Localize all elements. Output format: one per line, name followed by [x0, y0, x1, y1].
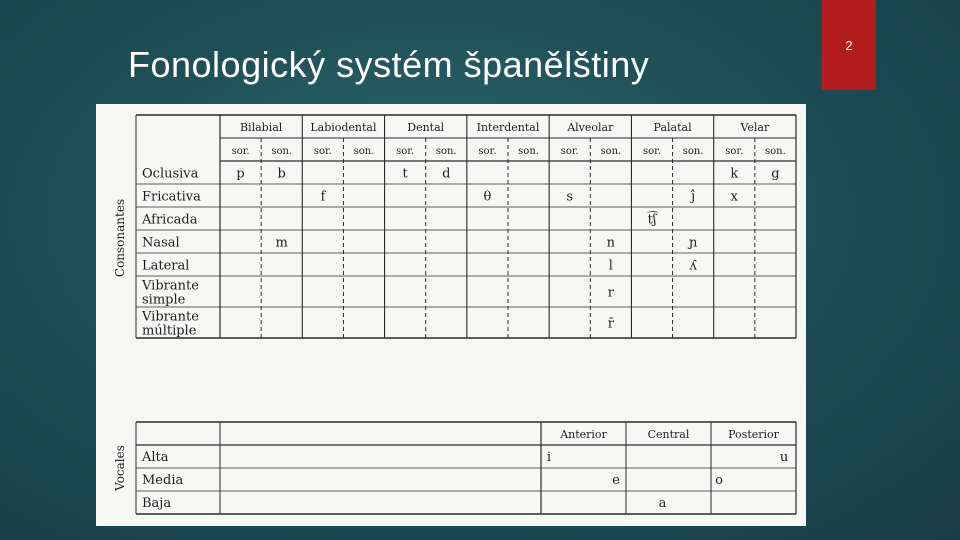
phoneme-symbol: t	[402, 166, 408, 182]
phoneme-symbol: b	[277, 166, 286, 182]
vowels-group-label: Vocales	[113, 445, 127, 491]
place-header-velar: Velar	[740, 121, 770, 134]
voiceless-subheader: sor.	[396, 146, 415, 157]
vowel-height-label: Baja	[142, 496, 172, 511]
phoneme-symbol: f	[320, 189, 326, 205]
voiced-subheader: son.	[765, 146, 786, 157]
voiced-subheader: son.	[271, 146, 293, 157]
voiceless-subheader: sor.	[642, 146, 662, 157]
place-header-labiodental: Labiodental	[310, 121, 377, 134]
voiced-subheader: son.	[435, 146, 457, 157]
manner-label-cont: simple	[142, 292, 186, 308]
phoneme-table-image	[96, 104, 806, 526]
place-header-interdental: Interdental	[476, 121, 540, 134]
consonants-group-label: Consonantes	[113, 198, 127, 278]
page-number-badge	[822, 0, 876, 90]
phoneme-symbol: ɲ	[688, 235, 698, 251]
phoneme-symbol: θ	[483, 189, 492, 205]
phoneme-symbol: n	[606, 235, 616, 251]
voiced-subheader: son.	[518, 146, 539, 157]
phoneme-symbol: r	[607, 285, 614, 301]
phoneme-symbol: ʎ	[689, 258, 697, 274]
phoneme-symbol: l	[608, 258, 613, 274]
manner-label: Africada	[142, 212, 198, 228]
place-header-alveolar: Alveolar	[567, 121, 614, 134]
vowel-symbol: a	[658, 496, 667, 511]
phoneme-symbol: m	[275, 235, 288, 251]
voiced-subheader: son.	[600, 146, 622, 157]
vowel-height-label: Alta	[142, 450, 169, 465]
phoneme-symbol: d	[442, 166, 451, 182]
vowel-header-anterior: Anterior	[560, 428, 607, 441]
vowel-header-posterior: Posterior	[728, 428, 779, 441]
phoneme-symbol: p	[236, 166, 245, 182]
phoneme-symbol: t͡ʃ	[647, 212, 657, 228]
phoneme-symbol: k	[730, 166, 739, 182]
phoneme-symbol: s	[566, 189, 574, 205]
voiceless-subheader: sor.	[560, 146, 579, 157]
page-number: 2	[845, 37, 853, 53]
phoneme-symbol: r̄	[607, 316, 614, 332]
vowel-symbol: i	[546, 450, 552, 465]
phoneme-symbol: ĵ	[691, 189, 696, 205]
phoneme-tables	[96, 104, 806, 526]
manner-label: Vibrante	[142, 309, 199, 325]
vowel-height-label: Media	[142, 473, 184, 488]
manner-label: Fricativa	[142, 189, 201, 205]
place-header-palatal: Palatal	[653, 121, 692, 134]
slide-title: Fonologický systém španělštiny	[128, 44, 650, 85]
voiced-subheader: son.	[353, 146, 375, 157]
vowel-symbol: u	[779, 450, 789, 465]
voiceless-subheader: sor.	[231, 146, 250, 157]
vowel-symbol: o	[715, 473, 723, 488]
manner-label: Lateral	[142, 258, 190, 274]
place-header-dental: Dental	[407, 121, 445, 134]
phoneme-symbol: g	[771, 166, 780, 182]
voiceless-subheader: sor.	[478, 146, 497, 157]
vowel-symbol: e	[612, 473, 620, 488]
place-header-bilabial: Bilabial	[239, 121, 283, 134]
manner-label: Vibrante	[142, 278, 199, 294]
phoneme-symbol: x	[730, 189, 738, 205]
vowel-header-central: Central	[647, 428, 690, 441]
voiceless-subheader: sor.	[313, 146, 332, 157]
voiced-subheader: son.	[682, 146, 704, 157]
voiceless-subheader: sor.	[725, 146, 744, 157]
manner-label-cont: múltiple	[142, 323, 197, 339]
manner-label: Oclusiva	[142, 166, 199, 182]
manner-label: Nasal	[142, 235, 180, 251]
